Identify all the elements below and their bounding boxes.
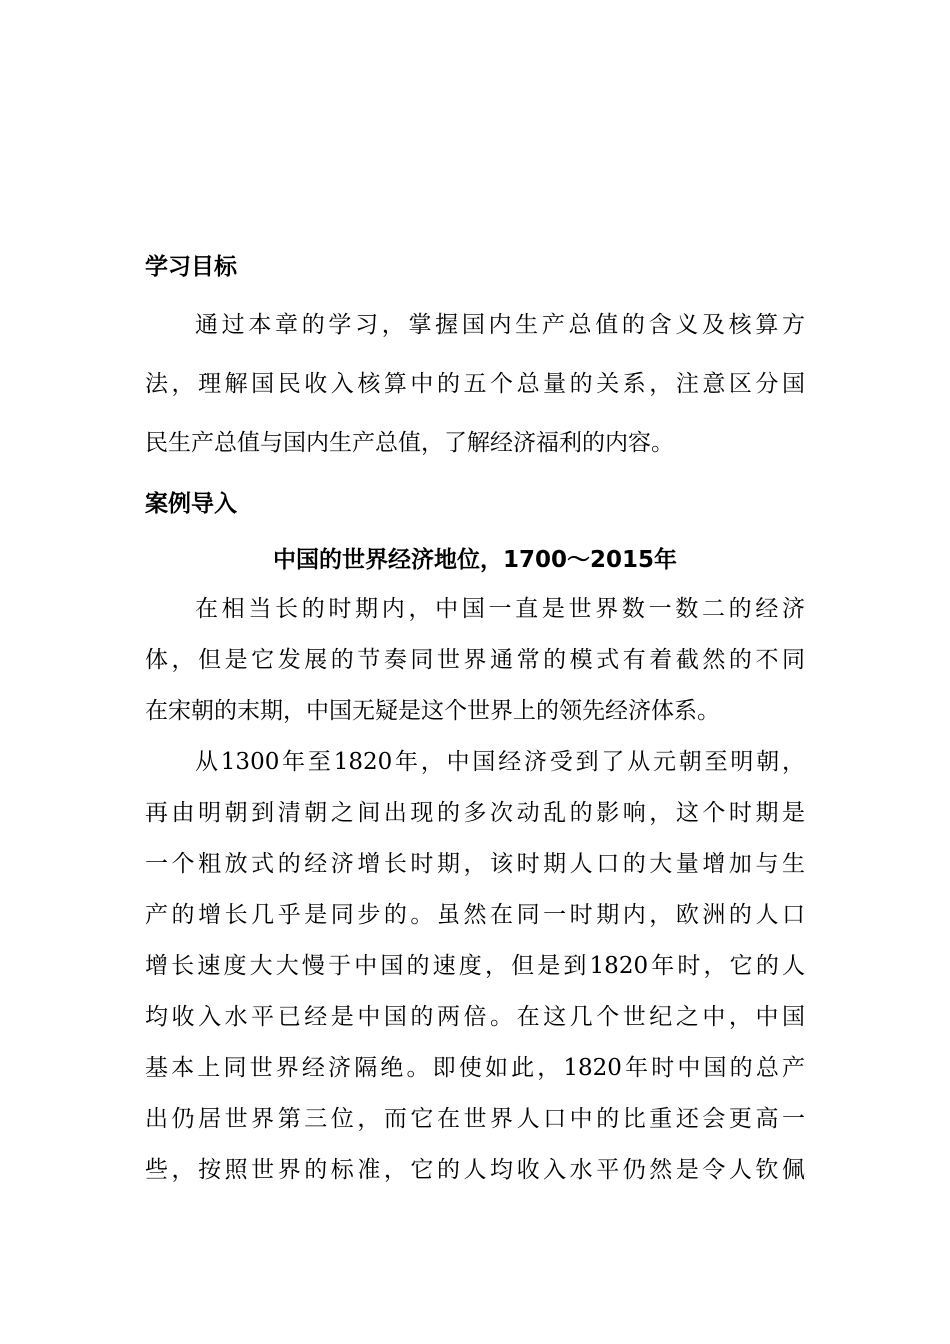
objectives-line: 通过本章的学习，掌握国内生产总值的含义及核算方: [195, 312, 805, 338]
case-paragraph-2-line: 增长速度大大慢于中国的速度，但是到1820年时，它的人: [145, 953, 805, 979]
objectives-heading: 学习目标: [145, 254, 237, 280]
objectives-line: 民生产总值与国内生产总值，了解经济福利的内容。: [145, 430, 674, 456]
case-paragraph-2-line: 产的增长几乎是同步的。虽然在同一时期内，欧洲的人口: [145, 902, 805, 928]
case-paragraph-2-line: 均收入水平已经是中国的两倍。在这几个世纪之中，中国: [145, 1004, 805, 1030]
case-paragraph-2-line: 从1300年至1820年，中国经济受到了从元朝至明朝，: [195, 749, 805, 775]
case-title: 中国的世界经济地位，1700～2015年: [272, 547, 678, 573]
case-paragraph-2-line: 基本上同世界经济隔绝。即使如此，1820年时中国的总产: [145, 1055, 805, 1081]
case-paragraph-2-line: 些，按照世界的标准，它的人均收入水平仍然是令人钦佩: [145, 1157, 805, 1183]
objectives-line: 法，理解国民收入核算中的五个总量的关系，注意区分国: [145, 371, 805, 397]
case-paragraph-1-line: 在宋朝的末期，中国无疑是这个世界上的领先经济体系。: [145, 698, 720, 724]
case-heading: 案例导入: [145, 491, 237, 517]
case-paragraph-1-line: 在相当长的时期内，中国一直是世界数一数二的经济: [195, 596, 805, 622]
case-paragraph-2-line: 一个粗放式的经济增长时期，该时期人口的大量增加与生: [145, 851, 805, 877]
case-paragraph-2-line: 出仍居世界第三位，而它在世界人口中的比重还会更高一: [145, 1106, 805, 1132]
case-paragraph-1-line: 体，但是它发展的节奏同世界通常的模式有着截然的不同: [145, 647, 805, 673]
case-paragraph-2-line: 再由明朝到清朝之间出现的多次动乱的影响，这个时期是: [145, 800, 805, 826]
